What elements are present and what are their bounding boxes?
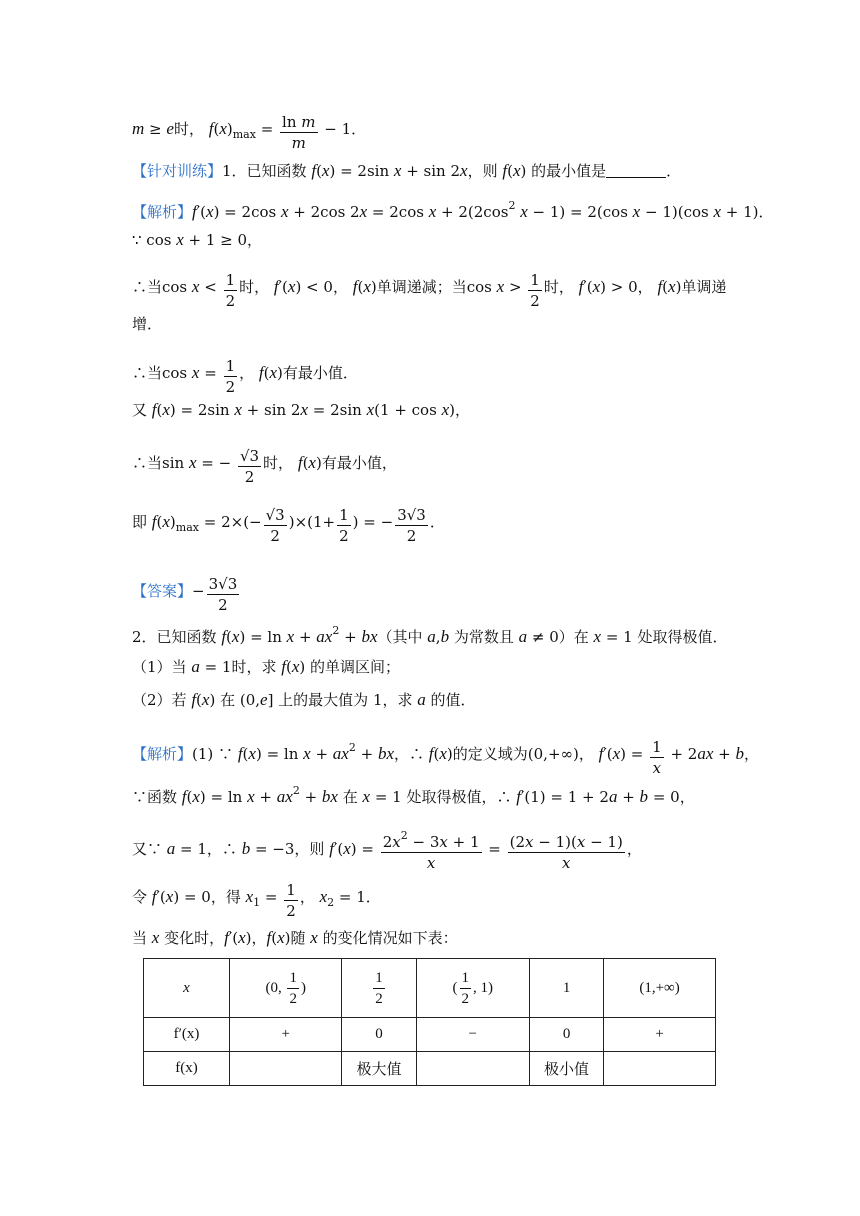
cell-f-1 xyxy=(229,1052,341,1086)
question-2: 2．已知函数 $f(x) = \ln x + ax^2 + bx$（其中 a,b 为常数且 a ≠ 0）在 x = 1 处取得极值． xyxy=(132,624,728,646)
solution-derivative: 【解析】f′(x) = 2cos x + 2cos 2x = 2cos $x + 2(2\cos^2$ x − 1) = 2(cos x − 1)(cos x + 1)． xyxy=(132,199,774,221)
cell-f-label: f(x) xyxy=(144,1052,230,1086)
line-because-cos: ∵ cos x + 1 ≥ 0， xyxy=(132,230,263,249)
practice-tag: 【针对训练】 xyxy=(132,162,223,180)
variation-table xyxy=(143,958,716,1086)
cell-interval-1: (0, $\frac{1}{2}$ ) xyxy=(229,959,341,1018)
line-increase: 增． xyxy=(132,315,163,333)
solution-2-roots: 令 f′(x) = 0，得 $x_1$ = $\frac{1}{2}$ ， $x_2 = 1$． xyxy=(132,881,381,920)
table-row-f xyxy=(144,1052,716,1086)
answer-line: 【答案】− $\frac{3√3}{2}$ xyxy=(132,575,238,614)
answer-blank xyxy=(606,163,666,178)
table-row-x xyxy=(144,959,716,1018)
solution-2-domain: 【解析】(1) ∵ $f(x) = \ln x + ax^2$ + bx，∴ f(x)的定义域为(0,+∞)， f′(x) = $\frac{1}{x}$ + 2ax + b， xyxy=(132,738,760,777)
cell-fprime-2: 0 xyxy=(342,1018,416,1052)
line-min-sin: ∴当sin x = − $\frac{√3}{2}$ 时， f(x)有最小值， xyxy=(132,447,397,486)
cell-fprime-3: − xyxy=(416,1018,530,1052)
cell-half: $\frac{1}{2}$ xyxy=(342,959,416,1018)
line-monotonic: ∴当cos x < $\frac{1}{2}$ 时， f′(x) < 0， f(x)单调递减；当cos x > $\frac{1}{2}$ 时， f′(x) > 0， f(x)单调递 xyxy=(132,271,727,310)
practice-question-1: 【针对训练】1．已知函数 f(x) = 2sin x + sin 2x，则 f(x) 的最小值是 ． xyxy=(132,161,682,180)
table-intro: 当 x 变化时，f′(x)，f(x)随 x 的变化情况如下表： xyxy=(132,928,458,947)
cell-f-3 xyxy=(416,1052,530,1086)
cell-x-label: x xyxy=(144,959,230,1018)
table-row-fprime xyxy=(144,1018,716,1052)
question-2-part-2: （2）若 f(x) 在 (0,e] 上的最大值为 1，求 a 的值． xyxy=(132,690,476,709)
solution-tag: 【解析】 xyxy=(132,203,193,221)
cell-one: 1 xyxy=(530,959,604,1018)
line-rewrite: 又 f(x) = 2sin x + sin 2x = 2sin x(1 + cos x)， xyxy=(132,400,470,419)
cell-f-4: 极小值 xyxy=(530,1052,604,1086)
line-m-ge-e: m ≥ e时， $f(x)_{max}$ = $\frac{\text{ln m}}{m}$ − 1． xyxy=(132,113,367,152)
cell-fprime-label: f′(x) xyxy=(144,1018,230,1052)
cell-fprime-4: 0 xyxy=(530,1018,604,1052)
solution-2-derivative: 又∵ a = 1，∴ b = −3，则 f′(x) = $\frac{2x^2 - 3x + 1}{x}$ = $\frac{(2x - 1)(x - 1)}{x}$ ， xyxy=(132,826,642,873)
line-min-cos: ∴当cos x = $\frac{1}{2}$ ， f(x)有最小值． xyxy=(132,357,358,396)
answer-tag: 【答案】 xyxy=(132,582,193,600)
cell-f-2: 极大值 xyxy=(342,1052,416,1086)
solution-2-tag: 【解析】 xyxy=(132,745,193,763)
cell-fprime-1: + xyxy=(229,1018,341,1052)
cell-fprime-5: + xyxy=(604,1018,716,1052)
solution-2-extremum: ∵函数 $f(x) = \ln x + ax^2$ + bx 在 x = 1 处取得极值，∴ f′(1) = 1 + 2a + b = 0， xyxy=(132,784,695,806)
line-min-value: 即 $f(x)_{max} = 2\times(-$ $\frac{√3}{2}$ )×(1+ $\frac{1}{2}$ ) = − $\frac{3√3}{2}$ ． xyxy=(132,506,445,545)
cell-interval-3: (1,+∞) xyxy=(604,959,716,1018)
cell-f-5 xyxy=(604,1052,716,1086)
cell-interval-2: ( $\frac{1}{2}$ , 1) xyxy=(416,959,530,1018)
question-2-part-1: （1）当 a = 1时，求 f(x) 的单调区间； xyxy=(132,657,400,676)
